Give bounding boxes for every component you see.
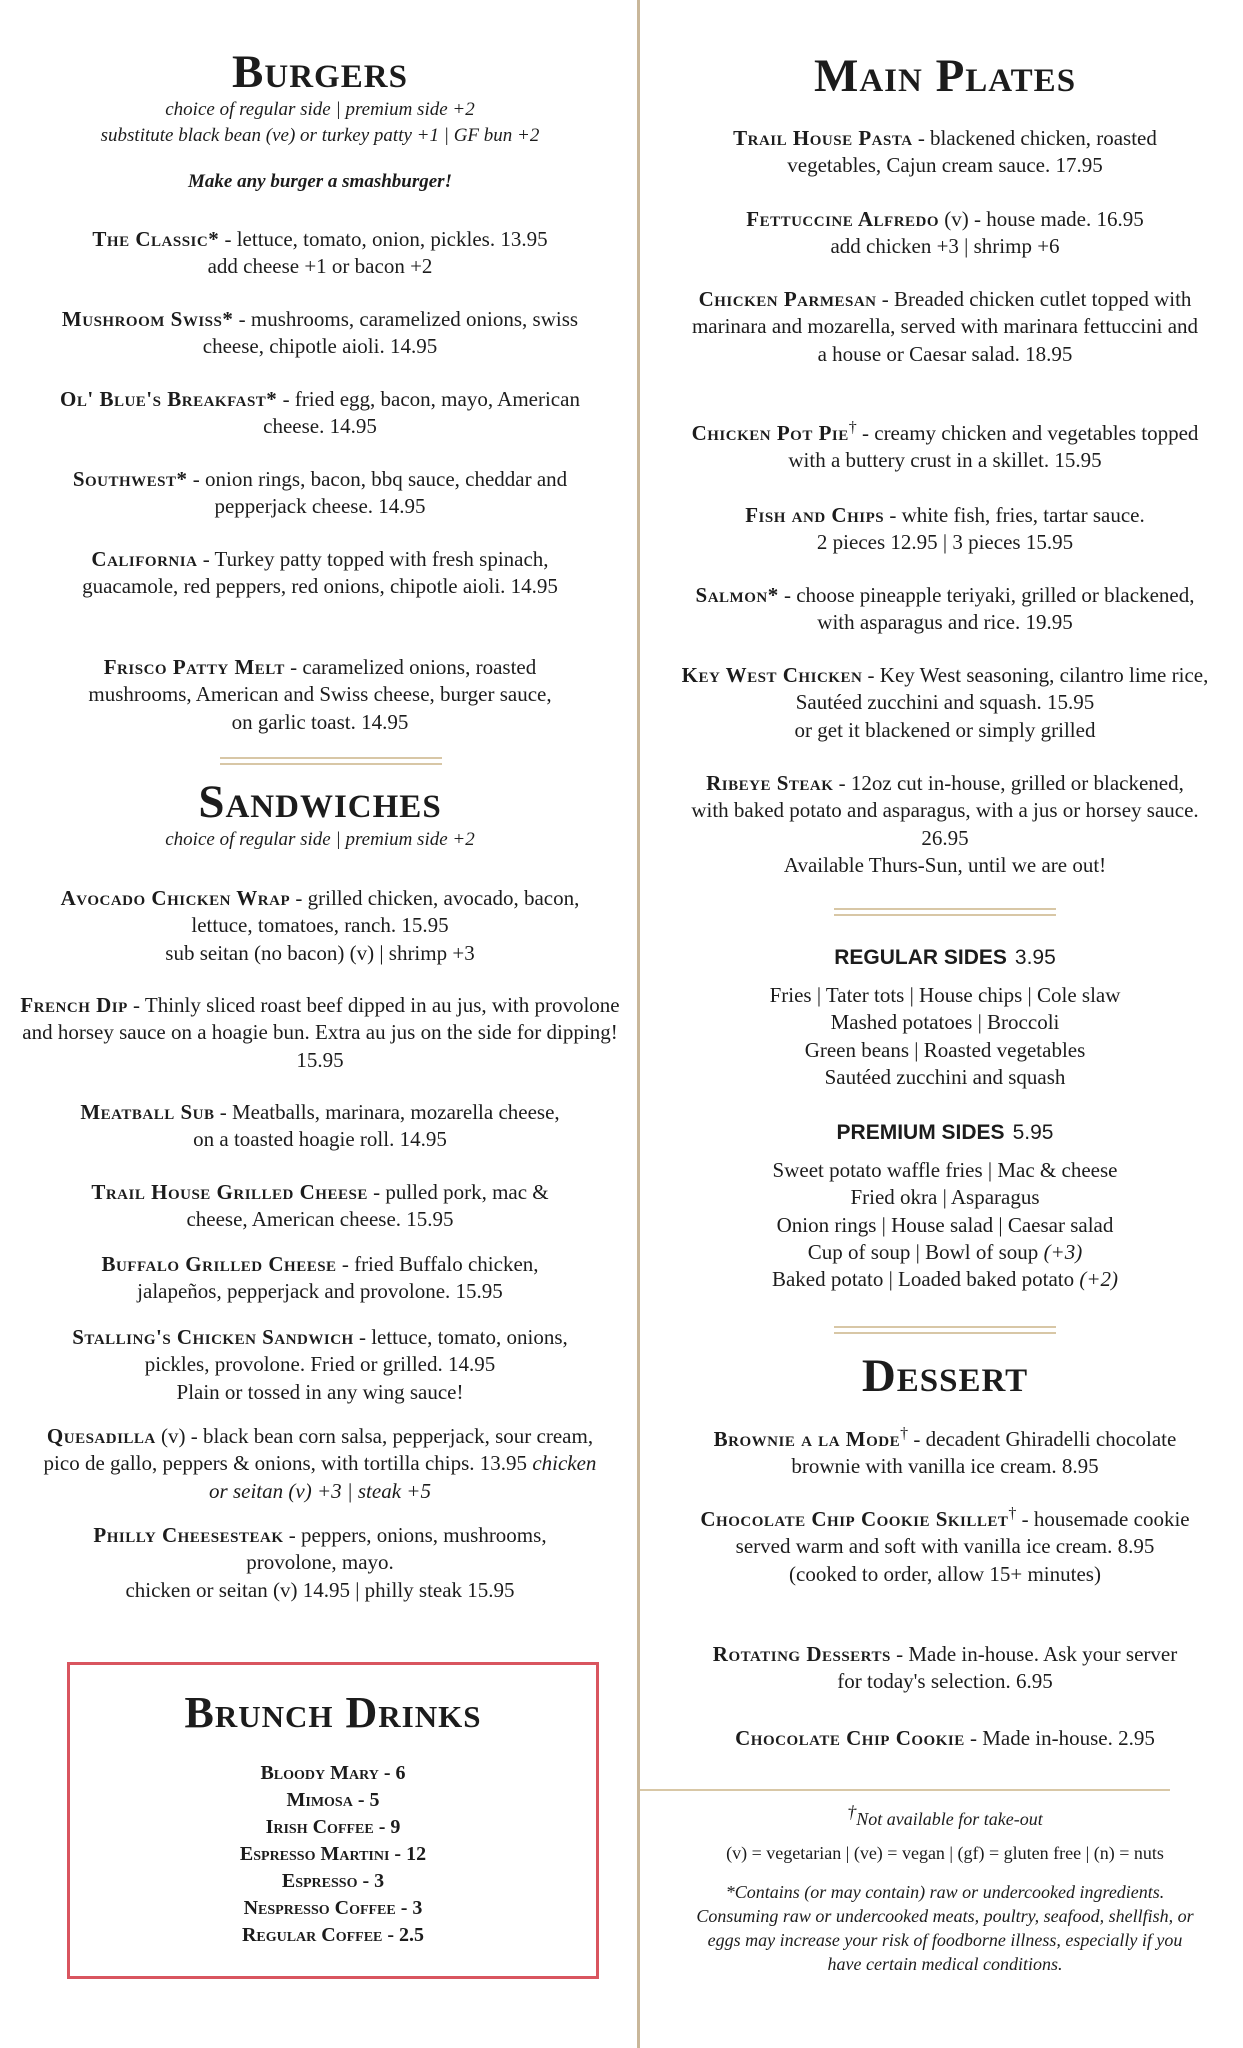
dagger-icon: † [900,1425,909,1442]
item-name: Southwest* [72,467,188,491]
main-plates-section [650,52,1240,101]
item-name: Salmon* [695,583,779,607]
brunch-drinks-title: Brunch Drinks [184,1688,482,1737]
takeout-note: Not available for take-out [856,1809,1043,1829]
side-line [650,1266,1240,1293]
drink-item: Regular Coffee - 2.5 [241,1924,425,1946]
item-desc: - choose pineapple teriyaki, grilled or blackened, with asparagus and rice. 19.95 [778,583,1195,635]
item-name: Frisco Patty Melt [103,655,285,679]
item-note: add cheese +1 or bacon +2 [207,254,433,279]
item-note: Available Thurs-Sun, until we are out! [783,852,1107,877]
item-name: The Classic* [92,227,220,251]
item-desc: - decadent Ghiradelli chocolate brownie with vanilla ice cream. 8.95 [791,1427,1177,1479]
item-name: Key West Chicken [681,663,863,687]
item-desc: - Turkey patty topped with fresh spinach, guacamole, red peppers, red onions, chipotle aioli. 14.95 [82,547,558,599]
item-note: sub seitan (no bacon) (v) | shrimp +3 [165,940,475,965]
main-item [690,502,1200,557]
item-desc: - fried egg, bacon, mayo, American cheese. 14.95 [263,387,580,439]
drink-item: Nespresso Coffee - 3 [243,1897,423,1919]
item-desc: - fried Buffalo chicken, jalapeños, pepperjack and provolone. 15.95 [137,1252,539,1304]
item-desc: - pulled pork, mac & cheese, American cheese. 15.95 [186,1180,549,1232]
burger-item [60,306,580,361]
item-name: Brownie a la Mode [713,1427,901,1451]
item-name: Trail House Pasta [733,126,913,150]
item-desc: - mushrooms, caramelized onions, swiss cheese, chipotle aioli. 14.95 [202,307,579,359]
column-divider [637,0,640,2048]
dessert-item [700,1641,1190,1696]
item-note: Plain or tossed in any wing sauce! [176,1379,464,1404]
sandwiches-title: Sandwiches [198,776,442,828]
ornamental-rule [834,908,1056,916]
item-desc: - lettuce, tomato, onions, pickles, provolone. Fried or grilled. 14.95 [144,1325,568,1377]
item-name: Meatball Sub [80,1100,215,1124]
main-item [690,206,1200,261]
health-warning: *Contains (or may contain) raw or undercooked ingredients. Consuming raw or undercooked meats, poultry, seafood, shellfish, or eggs may increase your risk of foodborne illness, especially if you have certain medical conditions. [696,1881,1194,1975]
item-name: Stalling's Chicken Sandwich [72,1325,354,1349]
side-line: Sautéed zucchini and squash [824,1064,1066,1089]
dagger-icon: † [847,1802,857,1822]
item-desc: (v) - black bean corn salsa, pepperjack, sour cream, pico de gallo, peppers & onions, with tortilla chips. 13.95 [43,1424,594,1476]
item-desc: - Made in-house. Ask your server for today's selection. 6.95 [837,1642,1178,1694]
main-item [690,582,1200,637]
side-line: Sweet potato waffle fries | Mac & cheese [772,1158,1118,1182]
main-item [680,662,1210,744]
item-note: or get it blackened or simply grilled [794,717,1096,742]
item-extra: 2 pieces 12.95 | 3 pieces 15.95 [816,530,1074,555]
sandwich-item [40,1324,600,1406]
drink-item: Espresso - 3 [281,1870,385,1892]
burger-item [60,546,580,601]
premium-sides-label: PREMIUM SIDES [836,1121,1005,1144]
item-name: Ribeye Steak [706,771,834,795]
item-desc: - white fish, fries, tartar sauce. [884,503,1145,527]
item-name: Chicken Pot Pie [691,421,849,445]
sandwich-item [80,1099,560,1154]
burger-item [60,386,580,441]
item-note: chicken or seitan (v) +3 | steak +5 [209,1451,597,1503]
item-note: (cooked to order, allow 15+ minutes) [789,1561,1101,1586]
sandwiches-subtitle: choice of regular side | premium side +2 [165,829,475,851]
side-upcharge: (+3) [1043,1239,1083,1264]
premium-sides-price: 5.95 [1012,1121,1054,1144]
item-note: add chicken +3 | shrimp +6 [830,234,1060,259]
dessert-item [710,1424,1180,1481]
burger-item [60,226,580,281]
sandwich-item [40,1423,600,1505]
item-name: French Dip [20,993,128,1017]
item-desc: - Meatballs, marinara, mozarella cheese, on a toasted hoagie roll. 14.95 [193,1100,560,1152]
burgers-subtitle-1: choice of regular side | premium side +2 [165,99,475,121]
item-name: Rotating Desserts [712,1642,891,1666]
footer-rule [640,1789,1170,1791]
item-name: Fettuccine Alfredo [746,207,940,231]
main-item [690,770,1200,879]
item-name: Avocado Chicken Wrap [60,886,291,910]
main-item [690,286,1200,368]
sandwiches-section [20,778,620,853]
side-text: Baked potato | Loaded baked potato [771,1267,1080,1292]
item-desc: - grilled chicken, avocado, bacon, lettuce, tomatoes, ranch. 15.95 [191,886,580,938]
sandwich-item [60,1522,580,1604]
side-upcharge: (+2) [1079,1267,1119,1292]
premium-sides [650,1121,1240,1293]
item-name: Fish and Chips [745,503,885,527]
item-desc: - housemade cookie served warm and soft with vanilla ice cream. 8.95 [735,1507,1190,1559]
dessert-item [700,1504,1190,1588]
ornamental-rule [220,757,442,765]
side-line: Fried okra | Asparagus [850,1185,1040,1210]
regular-sides [650,946,1240,1091]
item-name: Ol' Blue's Breakfast* [60,387,278,411]
dessert-title: Dessert [861,1350,1029,1402]
item-desc: - lettuce, tomato, onion, pickles. 13.95 [219,227,548,251]
item-desc: - 12oz cut in-house, grilled or blackened, with baked potato and asparagus, with a jus or horsey sauce. 26.95 [691,771,1199,850]
dessert-section [650,1352,1240,1401]
item-name: Chocolate Chip Cookie Skillet [700,1507,1009,1531]
drink-item: Espresso Martini - 12 [239,1843,427,1865]
regular-sides-label: REGULAR SIDES [834,946,1007,969]
item-name: Philly Cheesesteak [93,1523,284,1547]
burgers-section [20,48,620,194]
item-name: Trail House Grilled Cheese [91,1180,368,1204]
drink-item: Bloody Mary - 6 [260,1762,406,1784]
dagger-icon: † [1008,1505,1017,1522]
sandwich-item [20,992,620,1074]
item-desc: (v) - house made. 16.95 [939,207,1144,231]
item-desc: - Made in-house. 2.95 [964,1726,1155,1750]
brunch-drinks-list [70,1760,596,1949]
side-line: Mashed potatoes | Broccoli [830,1010,1060,1035]
burger-item [60,466,580,521]
item-name: Mushroom Swiss* [61,307,234,331]
item-desc: - Breaded chicken cutlet topped with marinara and mozarella, served with marinara fettuccini and a house or Caesar salad. 18.95 [691,287,1199,366]
smashburger-note: Make any burger a smashburger! [188,170,452,192]
item-desc: - Key West seasoning, cilantro lime rice, Sautéed zucchini and squash. 15.95 [795,663,1209,715]
burgers-title: Burgers [232,46,408,98]
item-name: Chicken Parmesan [698,287,877,311]
main-plates-title: Main Plates [813,50,1077,102]
sandwich-item [80,1179,560,1234]
item-desc: - peppers, onions, mushrooms, provolone, mayo. [246,1523,547,1575]
item-name: Buffalo Grilled Cheese [101,1252,337,1276]
drink-item: Irish Coffee - 9 [265,1816,401,1838]
side-text: Cup of soup | Bowl of soup [807,1239,1044,1264]
item-extra: chicken or seitan (v) 14.95 | philly steak 15.95 [125,1577,515,1602]
item-name: Chocolate Chip Cookie [735,1726,965,1750]
brunch-drinks-box [67,1662,599,1979]
item-desc: - creamy chicken and vegetables topped with a buttery crust in a skillet. 15.95 [788,421,1199,473]
side-line: Green beans | Roasted vegetables [804,1037,1086,1062]
main-item [700,125,1190,180]
item-name: California [91,547,198,571]
dessert-item [680,1725,1210,1752]
item-desc: - onion rings, bacon, bbq sauce, cheddar and pepperjack cheese. 14.95 [187,467,568,519]
item-desc: - blackened chicken, roasted vegetables, Cajun cream sauce. 17.95 [787,126,1157,178]
main-item [690,418,1200,475]
item-desc: - Thinly sliced roast beef dipped in au jus, with provolone and horsey sauce on a hoagie bun. Extra au jus on the side for dipping! 15.95 [22,993,620,1072]
side-line: Onion rings | House salad | Caesar salad [776,1212,1114,1237]
sandwich-item [80,1251,560,1306]
footer [650,1800,1240,1977]
item-desc: - caramelized onions, roasted mushrooms, American and Swiss cheese, burger sauce, on garlic toast. 14.95 [88,655,552,734]
burgers-subtitle-2: substitute black bean (ve) or turkey patty +1 | GF bun +2 [100,124,540,146]
side-line [650,1239,1240,1266]
regular-sides-price: 3.95 [1014,946,1056,969]
dagger-icon: † [848,419,857,436]
drink-item: Mimosa - 5 [286,1789,380,1811]
sandwich-item [50,885,590,967]
side-line: Fries | Tater tots | House chips | Cole slaw [769,983,1121,1007]
burger-item [80,654,560,736]
item-name: Quesadilla [46,1424,156,1448]
diet-legend: (v) = vegetarian | (ve) = vegan | (gf) = gluten free | (n) = nuts [726,1843,1164,1864]
ornamental-rule [834,1326,1056,1334]
